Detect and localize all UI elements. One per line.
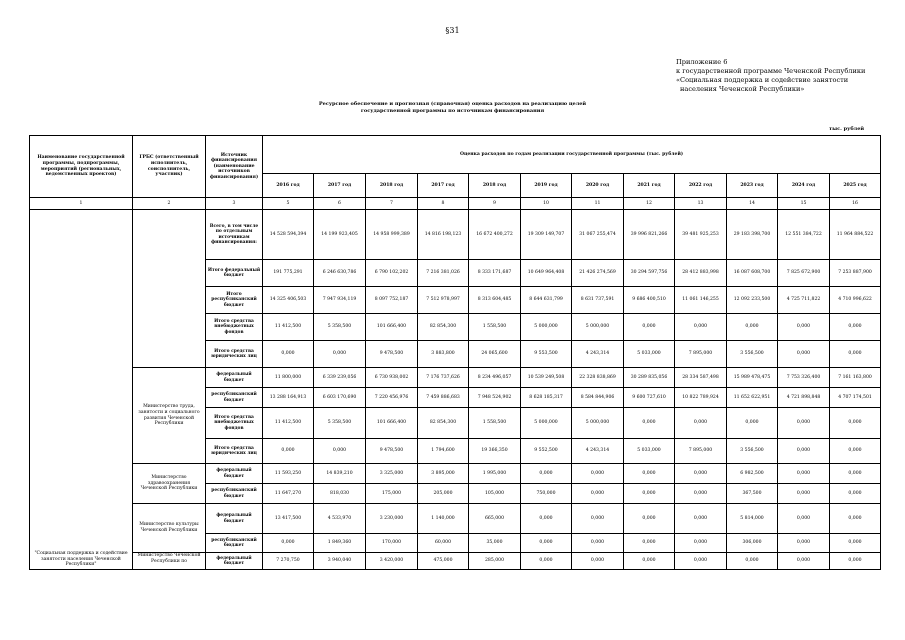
value-cell: 1 140,000 [418, 504, 469, 534]
value-cell: 0,000 [675, 484, 727, 504]
value-cell: 4 725 711,822 [778, 287, 830, 314]
value-cell: 101 666,400 [366, 408, 418, 439]
value-cell: 0,000 [314, 439, 366, 464]
value-cell: 31 067 255,474 [572, 210, 624, 260]
value-cell: 30 289 835,056 [624, 368, 675, 388]
value-cell: 19 309 149,707 [521, 210, 572, 260]
value-cell: 9 478,500 [366, 439, 418, 464]
value-cell: 3 940,040 [314, 553, 366, 570]
value-cell: 0,000 [675, 464, 727, 484]
value-cell: 0,000 [572, 464, 624, 484]
value-cell: 5 033,000 [624, 439, 675, 464]
value-cell: 1 558,500 [469, 408, 521, 439]
value-cell: 8 584 844,906 [572, 388, 624, 408]
value-cell: 818,030 [314, 484, 366, 504]
header-program: Наименование государственной программы, подпрограммы, мероприятий (региональных, ведомственных проектов) [30, 136, 133, 198]
value-cell: 11 647,270 [263, 484, 314, 504]
source-cell: Всего, в том числе по отдельным источникам финансирования: [206, 210, 263, 260]
column-number: 2 [133, 198, 206, 210]
column-number: 3 [206, 198, 263, 210]
value-cell: 0,000 [675, 408, 727, 439]
value-cell: 0,000 [778, 464, 830, 484]
value-cell: 3 556,500 [727, 439, 778, 464]
value-cell: 475,000 [418, 553, 469, 570]
value-cell: 14 839,210 [314, 464, 366, 484]
value-cell: 8 234 496,057 [469, 368, 521, 388]
value-cell: 0,000 [572, 504, 624, 534]
value-cell: 0,000 [263, 439, 314, 464]
column-number: 1 [30, 198, 133, 210]
value-cell: 0,000 [830, 484, 881, 504]
resource-table [29, 135, 881, 570]
column-number: 14 [727, 198, 778, 210]
column-number: 15 [778, 198, 830, 210]
value-cell: 13 417,500 [263, 504, 314, 534]
source-cell: федеральный бюджет [206, 504, 263, 534]
value-cell: 3 895,000 [418, 464, 469, 484]
header-years-group: Оценка расходов по годам реализации государственной программы (тыс. рублей) [263, 136, 881, 174]
value-cell: 0,000 [624, 534, 675, 553]
source-cell: Итого средства внебюджетных фондов [206, 314, 263, 341]
value-cell: 28 412 883,998 [675, 260, 727, 287]
title-line-1: Ресурсное обеспечение и прогнозная (справочная) оценка расходов на реализацию целей [318, 101, 587, 107]
table-row [30, 504, 881, 534]
value-cell: 8 644 631,799 [521, 287, 572, 314]
value-cell: 0,000 [778, 314, 830, 341]
value-cell: 101 666,400 [366, 314, 418, 341]
executor-name-cell: Министерство культуры Чеченской Республики [133, 504, 206, 553]
value-cell: 0,000 [830, 341, 881, 368]
value-cell: 35,000 [469, 534, 521, 553]
appendix-line-2: к государственной программе Чеченской Республики [676, 67, 866, 75]
value-cell: 13 288 164,913 [263, 388, 314, 408]
value-cell: 15 989 478,475 [727, 368, 778, 388]
value-cell: 5 000,000 [521, 408, 572, 439]
value-cell: 12 551 384,722 [778, 210, 830, 260]
executor-cell-empty [133, 210, 206, 368]
column-number: 10 [521, 198, 572, 210]
value-cell: 0,000 [778, 439, 830, 464]
value-cell: 0,000 [830, 464, 881, 484]
value-cell: 0,000 [830, 439, 881, 464]
value-cell: 14 958 999,389 [366, 210, 418, 260]
column-number: 5 [263, 198, 314, 210]
value-cell: 367,500 [727, 484, 778, 504]
value-cell: 0,000 [830, 534, 881, 553]
value-cell: 30 294 597,756 [624, 260, 675, 287]
value-cell: 11 061 146,255 [675, 287, 727, 314]
value-cell: 7 825 672,900 [778, 260, 830, 287]
value-cell: 0,000 [675, 534, 727, 553]
value-cell: 10 822 789,924 [675, 388, 727, 408]
value-cell: 6 603 170,690 [314, 388, 366, 408]
header-executor: ГРБС (ответственный исполнитель, соисполнитель, участник) [133, 136, 206, 198]
value-cell: 9 552,500 [521, 439, 572, 464]
appendix-line-4: населения Чеченской Республики» [680, 85, 805, 93]
column-number: 12 [624, 198, 675, 210]
value-cell: 5 000,000 [572, 314, 624, 341]
value-cell: 0,000 [830, 408, 881, 439]
value-cell: 7 512 978,997 [418, 287, 469, 314]
header-year: 2017 год [418, 174, 469, 198]
value-cell: 14 528 594,394 [263, 210, 314, 260]
value-cell: 3 556,500 [727, 341, 778, 368]
value-cell: 0,000 [572, 553, 624, 570]
value-cell: 0,000 [624, 464, 675, 484]
value-cell: 24 065,600 [469, 341, 521, 368]
table-row-total [30, 210, 881, 260]
value-cell: 0,000 [521, 464, 572, 484]
value-cell: 60,000 [418, 534, 469, 553]
value-cell: 0,000 [521, 534, 572, 553]
column-number: 9 [469, 198, 521, 210]
value-cell: 21 426 274,569 [572, 260, 624, 287]
value-cell: 0,000 [624, 484, 675, 504]
value-cell: 14 816 198,123 [418, 210, 469, 260]
source-cell: Итого республиканский бюджет [206, 287, 263, 314]
source-cell: республиканский бюджет [206, 388, 263, 408]
value-cell: 82 854,300 [418, 408, 469, 439]
value-cell: 8 628 185,317 [521, 388, 572, 408]
value-cell: 5 000,000 [572, 408, 624, 439]
column-number: 6 [314, 198, 366, 210]
value-cell: 8 333 171,687 [469, 260, 521, 287]
value-cell: 0,000 [675, 504, 727, 534]
value-cell: 105,000 [469, 484, 521, 504]
value-cell: 7 753 326,400 [778, 368, 830, 388]
value-cell: 1 995,000 [469, 464, 521, 484]
header-year: 2016 год [263, 174, 314, 198]
value-cell: 7 947 934,119 [314, 287, 366, 314]
value-cell: 0,000 [624, 314, 675, 341]
appendix-line-1: Приложение 6 [676, 58, 728, 66]
column-number: 8 [418, 198, 469, 210]
value-cell: 0,000 [830, 553, 881, 570]
value-cell: 0,000 [727, 553, 778, 570]
value-cell: 306,000 [727, 534, 778, 553]
value-cell: 7 895,000 [675, 341, 727, 368]
value-cell: 4 243,314 [572, 341, 624, 368]
value-cell: 29 183 398,700 [727, 210, 778, 260]
source-cell: Итого средства юридических лиц [206, 341, 263, 368]
source-cell: республиканский бюджет [206, 534, 263, 553]
header-year: 2018 год [366, 174, 418, 198]
value-cell: 0,000 [572, 484, 624, 504]
value-cell: 8 097 752,187 [366, 287, 418, 314]
value-cell: 0,000 [830, 314, 881, 341]
header-year: 2024 год [778, 174, 830, 198]
value-cell: 285,000 [469, 553, 521, 570]
value-cell: 7 270,750 [263, 553, 314, 570]
value-cell: 11 412,500 [263, 314, 314, 341]
value-cell: 0,000 [778, 408, 830, 439]
value-cell: 7 176 737,626 [418, 368, 469, 388]
value-cell: 16 087 608,700 [727, 260, 778, 287]
value-cell: 82 854,300 [418, 314, 469, 341]
value-cell: 14 199 923,405 [314, 210, 366, 260]
header-year: 2017 год [314, 174, 366, 198]
table-row [30, 464, 881, 484]
value-cell: 39 996 821,266 [624, 210, 675, 260]
value-cell: 4 533,970 [314, 504, 366, 534]
executor-name-cell: Министерство Чеченской Республики по [133, 553, 206, 570]
header-year: 2022 год [675, 174, 727, 198]
value-cell: 8 313 604,485 [469, 287, 521, 314]
value-cell: 10 649 964,408 [521, 260, 572, 287]
value-cell: 4 243,314 [572, 439, 624, 464]
source-cell: Итого средства внебюджетных фондов [206, 408, 263, 439]
value-cell: 175,000 [366, 484, 418, 504]
value-cell: 0,000 [263, 534, 314, 553]
value-cell: 0,000 [830, 504, 881, 534]
value-cell: 4 707 174,501 [830, 388, 881, 408]
table-row [30, 368, 881, 388]
value-cell: 7 220 456,976 [366, 388, 418, 408]
value-cell: 11 964 884,522 [830, 210, 881, 260]
value-cell: 9 600 727,610 [624, 388, 675, 408]
appendix-note [676, 58, 865, 94]
column-number: 11 [572, 198, 624, 210]
value-cell: 6 246 630,786 [314, 260, 366, 287]
value-cell: 3 325,000 [366, 464, 418, 484]
value-cell: 0,000 [778, 504, 830, 534]
value-cell: 14 325 406,503 [263, 287, 314, 314]
header-year: 2025 год [830, 174, 881, 198]
value-cell: 0,000 [624, 504, 675, 534]
value-cell: 7 216 381,026 [418, 260, 469, 287]
header-source: Источник финансирования (наименование источников финансирования) [206, 136, 263, 198]
value-cell: 0,000 [727, 314, 778, 341]
value-cell: 6 982,500 [727, 464, 778, 484]
value-cell: 7 895,000 [675, 439, 727, 464]
value-cell: 8 631 737,591 [572, 287, 624, 314]
value-cell: 7 253 887,900 [830, 260, 881, 287]
value-cell: 205,000 [418, 484, 469, 504]
value-cell: 16 672 400,272 [469, 210, 521, 260]
header-year: 2020 год [572, 174, 624, 198]
value-cell: 22 328 838,869 [572, 368, 624, 388]
source-cell: Итого средства юридических лиц [206, 439, 263, 464]
header-year: 2021 год [624, 174, 675, 198]
value-cell: 5 814,000 [727, 504, 778, 534]
value-cell: 0,000 [314, 341, 366, 368]
value-cell: 5 000,000 [521, 314, 572, 341]
value-cell: 28 334 587,498 [675, 368, 727, 388]
source-cell: республиканский бюджет [206, 484, 263, 504]
column-number: 13 [675, 198, 727, 210]
value-cell: 3 420,000 [366, 553, 418, 570]
value-cell: 0,000 [727, 408, 778, 439]
value-cell: 0,000 [675, 314, 727, 341]
source-cell: федеральный бюджет [206, 368, 263, 388]
executor-name-cell: Министерство здравоохранения Чеченской Республики [133, 464, 206, 504]
value-cell: 0,000 [624, 553, 675, 570]
value-cell: 0,000 [263, 341, 314, 368]
value-cell: 7 459 886,683 [418, 388, 469, 408]
column-number-row [30, 198, 881, 210]
value-cell: 12 092 233,500 [727, 287, 778, 314]
value-cell: 3 883,800 [418, 341, 469, 368]
value-cell: 0,000 [572, 534, 624, 553]
title-line-2: государственной программы по источникам финансирования [360, 108, 545, 114]
document-title [0, 101, 905, 115]
header-year: 2023 год [727, 174, 778, 198]
header-row-1 [30, 136, 881, 174]
units-label: тыс. рублей [829, 126, 865, 132]
value-cell: 1 794,600 [418, 439, 469, 464]
value-cell: 11 593,250 [263, 464, 314, 484]
program-name-cell: "Социальная поддержка и содействие занятости населения Чеченской Республики" [30, 210, 133, 570]
value-cell: 1 849,360 [314, 534, 366, 553]
executor-name-cell: Министерство труда, занятости и социального развития Чеченской Республики [133, 368, 206, 464]
value-cell: 4 710 996,622 [830, 287, 881, 314]
value-cell: 5 033,000 [624, 341, 675, 368]
value-cell: 0,000 [675, 553, 727, 570]
value-cell: 0,000 [521, 553, 572, 570]
column-number: 16 [830, 198, 881, 210]
table-row [30, 553, 881, 570]
value-cell: 191 775,291 [263, 260, 314, 287]
value-cell: 19 366,350 [469, 439, 521, 464]
value-cell: 3 230,000 [366, 504, 418, 534]
value-cell: 39 481 925,253 [675, 210, 727, 260]
value-cell: 170,000 [366, 534, 418, 553]
value-cell: 750,000 [521, 484, 572, 504]
value-cell: 6 790 102,202 [366, 260, 418, 287]
value-cell: 0,000 [778, 341, 830, 368]
page-number: §31 [445, 26, 460, 35]
value-cell: 9 553,500 [521, 341, 572, 368]
value-cell: 5 358,500 [314, 408, 366, 439]
value-cell: 5 358,500 [314, 314, 366, 341]
appendix-line-3: «Социальная поддержка и содействие занятости [676, 76, 849, 84]
value-cell: 10 539 249,508 [521, 368, 572, 388]
column-number: 7 [366, 198, 418, 210]
source-cell: федеральный бюджет [206, 464, 263, 484]
value-cell: 0,000 [624, 408, 675, 439]
value-cell: 6 730 938,002 [366, 368, 418, 388]
header-year: 2019 год [521, 174, 572, 198]
value-cell: 11 412,500 [263, 408, 314, 439]
value-cell: 7 161 163,800 [830, 368, 881, 388]
value-cell: 9 478,500 [366, 341, 418, 368]
value-cell: 11 652 622,951 [727, 388, 778, 408]
value-cell: 7 948 524,902 [469, 388, 521, 408]
value-cell: 11 800,000 [263, 368, 314, 388]
source-cell: Итого федеральный бюджет [206, 260, 263, 287]
value-cell: 4 721 898,848 [778, 388, 830, 408]
source-cell: федеральный бюджет [206, 553, 263, 570]
header-year: 2018 год [469, 174, 521, 198]
value-cell: 665,000 [469, 504, 521, 534]
value-cell: 9 686 400,510 [624, 287, 675, 314]
value-cell: 0,000 [521, 504, 572, 534]
value-cell: 6 339 239,056 [314, 368, 366, 388]
value-cell: 1 558,500 [469, 314, 521, 341]
value-cell: 0,000 [778, 484, 830, 504]
table-body [30, 136, 881, 570]
value-cell: 0,000 [778, 553, 830, 570]
value-cell: 0,000 [778, 534, 830, 553]
